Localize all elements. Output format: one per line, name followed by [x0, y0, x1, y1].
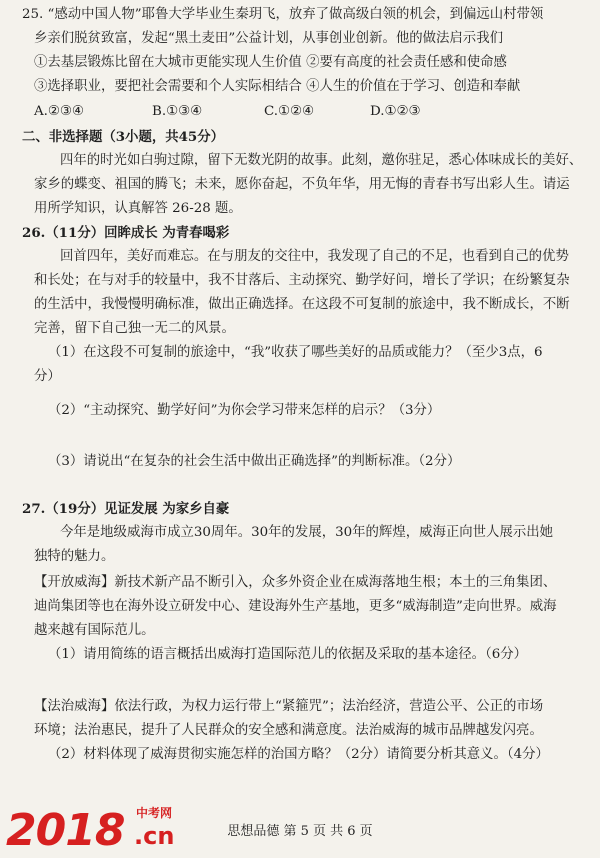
q27-sub-1: （1）请用简练的语言概括出威海打造国际范儿的依据及采取的基本途径。（6分） — [48, 647, 528, 662]
q25-option-b: B.①③④ — [152, 104, 203, 119]
section-2-heading: 二、非选择题（3小题，共45分） — [22, 129, 225, 145]
q27-open-2: 迪尚集团等也在海外设立研发中心、建设海外生产基地，更多“威海制造”走向世界。威海 — [34, 599, 557, 614]
page-footer: 思想品德 第 5 页 共 6 页 — [227, 824, 373, 839]
q25-line-4: ③选择职业，要把社会需要和个人实际相结合 ④人生的价值在于学习、创造和奉献 — [34, 79, 521, 94]
logo-site-name: 中考网 — [136, 806, 173, 820]
section-2-intro-2: 家乡的蝶变、祖国的腾飞；未来，愿你奋起，不负年华，用无悔的青春书写出彩人生。请运 — [34, 177, 570, 192]
q27-open-3: 越来越有国际范儿。 — [34, 623, 155, 638]
q26-para-1: 回首四年，美好而难忘。在与朋友的交往中，我发现了自己的不足，也看到自己的优势 — [60, 249, 569, 264]
section-2-intro-3: 用所学知识，认真解答 26-28 题。 — [34, 201, 242, 216]
q27-law-1: 【法治威海】依法行政，为权力运行带上“紧箍咒”；法治经济，营造公平、公正的市场 — [34, 699, 544, 714]
q27-open-1: 【开放威海】新技术新产品不断引入，众多外资企业在威海落地生根；本土的三角集团、 — [34, 575, 557, 590]
logo-domain: .cn — [134, 822, 175, 850]
q26-para-2: 和长处；在与对手的较量中，我不甘落后、主动探究、勤学好问，增长了学识；在纷繁复杂 — [34, 273, 570, 288]
q25-option-c: C.①②④ — [264, 104, 315, 119]
q27-para-2: 独特的魅力。 — [34, 549, 115, 564]
q26-header: 26.（11分）回眸成长 为青春喝彩 — [22, 225, 230, 241]
q25-line-1: 25. “感动中国人物”耶鲁大学毕业生秦玥飞，放弃了做高级白领的机会，到偏远山村带领 — [22, 7, 544, 22]
q25-option-a: A.②③④ — [34, 104, 84, 119]
q27-header: 27.（19分）见证发展 为家乡自豪 — [22, 501, 230, 517]
q26-para-3: 的生活中，我慢慢明确标准，做出正确选择。在这段不可复制的旅途中，我不断成长，不断 — [34, 297, 570, 312]
q27-sub-2: （2）材料体现了威海贯彻实施怎样的治国方略？（2分）请简要分析其意义。（4分） — [48, 747, 549, 762]
section-2-intro-1: 四年的时光如白驹过隙，留下无数光阴的故事。此刻，邀你驻足，悉心体味成长的美好、 — [60, 153, 583, 168]
q27-para-1: 今年是地级威海市成立30周年。30年的发展，30年的辉煌，威海正向世人展示出她 — [60, 525, 554, 540]
q27-law-2: 环境；法治惠民，提升了人民群众的安全感和满意度。法治威海的城市品牌越发闪亮。 — [34, 723, 543, 738]
logo-year: 2018 — [6, 805, 125, 856]
q26-sub-2: （2）“主动探究、勤学好问”为你会学习带来怎样的启示？（3分） — [48, 403, 441, 418]
q26-sub-1b: 分） — [34, 369, 61, 384]
q26-sub-1a: （1）在这段不可复制的旅途中，“我”收获了哪些美好的品质或能力？（至少3点，6 — [48, 345, 543, 360]
q25-line-3: ①去基层锻炼比留在大城市更能实现人生价值 ②要有高度的社会责任感和使命感 — [34, 55, 507, 70]
q25-line-2: 乡亲们脱贫致富，发起“黑土麦田”公益计划，从事创业创新。他的做法启示我们 — [34, 31, 503, 46]
q26-sub-3: （3）请说出“在复杂的社会生活中做出正确选择”的判断标准。（2分） — [48, 454, 461, 469]
q25-option-d: D.①②③ — [370, 104, 421, 119]
q26-para-4: 完善，留下自己独一无二的风景。 — [34, 321, 235, 336]
